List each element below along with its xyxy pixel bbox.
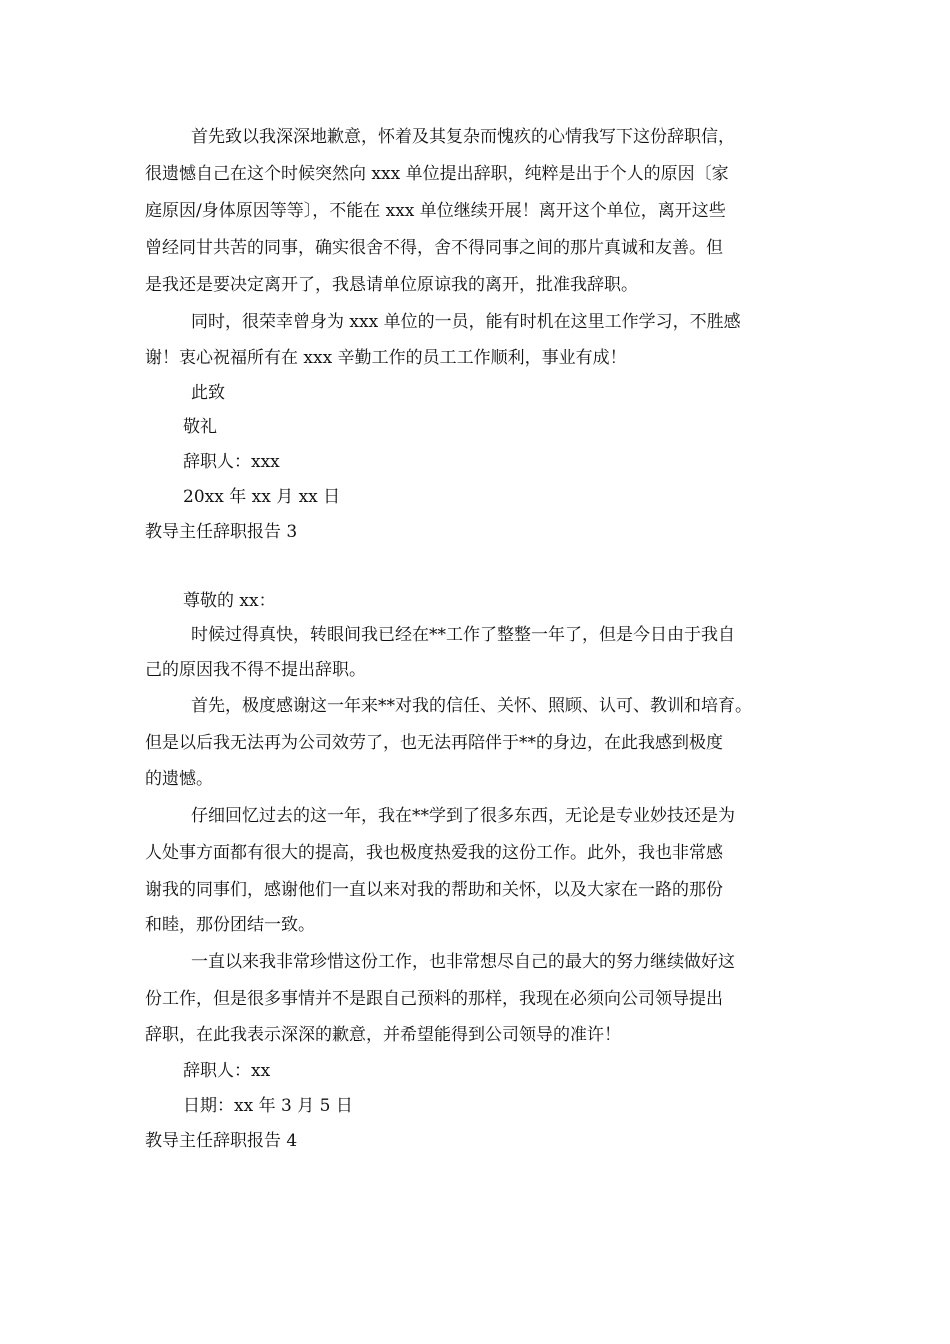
closing-line: 此致 [191,383,225,403]
paragraph-line: 是我还是要决定离开了，我恳请单位原谅我的离开，批准我辞职。 [145,275,638,295]
paragraph-line: 份工作，但是很多事情并不是跟自己预料的那样，我现在必须向公司领导提出 [145,989,723,1009]
paragraph-line: 仔细回忆过去的这一年，我在**学到了很多东西，无论是专业妙技还是为 [191,806,735,826]
paragraph-line: 的遗憾。 [145,769,213,789]
paragraph-line: 一直以来我非常珍惜这份工作，也非常想尽自己的最大的努力继续做好这 [191,952,735,972]
paragraph-line: 谢！衷心祝福所有在 xxx 辛勤工作的员工工作顺利，事业有成！ [145,348,627,368]
paragraph-line: 谢我的同事们，感谢他们一直以来对我的帮助和关怀，以及大家在一路的那份 [145,880,723,900]
paragraph-line: 首先，极度感谢这一年来**对我的信任、关怀、照顾、认可、教训和培育。 [191,696,752,716]
paragraph-line: 曾经同甘共苦的同事，确实很舍不得，舍不得同事之间的那片真诚和友善。但 [145,238,723,258]
signer-line: 辞职人：xx [183,1061,271,1081]
paragraph-line: 首先致以我深深地歉意，怀着及其复杂而愧疚的心情我写下这份辞职信， [191,127,735,147]
section-heading: 教导主任辞职报告 4 [145,1131,298,1151]
paragraph-line: 同时，很荣幸曾身为 xxx 单位的一员，能有时机在这里工作学习，不胜感 [191,312,741,332]
paragraph-line: 辞职，在此我表示深深的歉意，并希望能得到公司领导的准许！ [145,1025,621,1045]
paragraph-line: 很遗憾自己在这个时候突然向 xxx 单位提出辞职，纯粹是出于个人的原因〔家 [145,164,729,184]
signer-line: 辞职人：xxx [183,452,280,472]
closing-line: 敬礼 [183,417,217,437]
paragraph-line: 己的原因我不得不提出辞职。 [145,660,366,680]
section-heading: 教导主任辞职报告 3 [145,522,298,542]
paragraph-line: 但是以后我无法再为公司效劳了，也无法再陪伴于**的身边，在此我感到极度 [145,733,723,753]
date-line: 20xx 年 xx 月 xx 日 [183,487,341,507]
paragraph-line: 和睦，那份团结一致。 [145,915,315,935]
paragraph-line: 庭原因/身体原因等等〕，不能在 xxx 单位继续开展！离开这个单位，离开这些 [145,201,726,221]
paragraph-line: 人处事方面都有很大的提高，我也极度热爱我的这份工作。此外，我也非常感 [145,843,723,863]
salutation-line: 尊敬的 xx： [183,591,276,611]
date-line: 日期：xx 年 3 月 5 日 [183,1096,353,1116]
paragraph-line: 时候过得真快，转眼间我已经在**工作了整整一年了，但是今日由于我自 [191,625,735,645]
